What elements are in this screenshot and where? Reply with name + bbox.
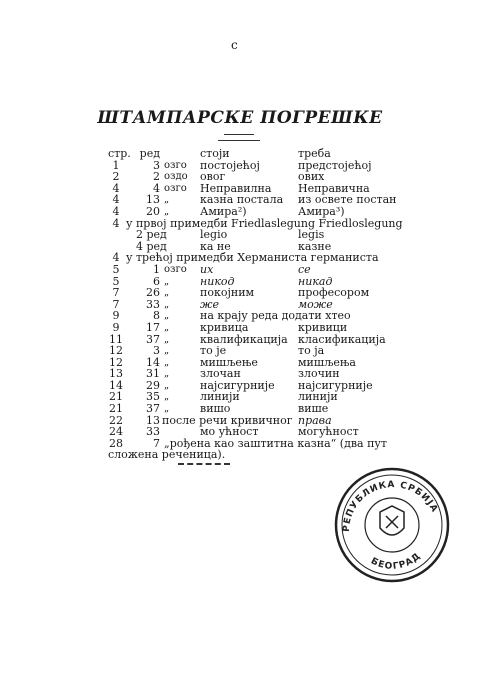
subrow-right: казне: [298, 239, 332, 253]
row-right: овиx: [298, 170, 325, 184]
row-from: „: [164, 298, 170, 310]
row-wrong: постојећој: [200, 158, 260, 172]
row-wrong: квалификација: [200, 332, 288, 346]
row-page: 4: [112, 204, 120, 218]
svg-text:БЕОГРАД: [369, 551, 423, 572]
row-line: 3: [153, 158, 160, 172]
row-page: 5: [112, 274, 120, 288]
row-line: 37: [146, 332, 160, 346]
errata-row: [108, 158, 372, 172]
row-line: 37: [146, 402, 160, 416]
row-from: озго: [164, 263, 187, 275]
row-wrong: на крају реда додати хтео: [200, 309, 351, 323]
row-page: 28: [109, 436, 123, 450]
errata-row: [108, 322, 368, 334]
row-wrong: Амира²): [200, 204, 247, 218]
row-line: 31: [146, 367, 160, 381]
subrow-wrong: legio: [200, 228, 228, 242]
subrow-wrong: ка не: [200, 239, 231, 253]
row-page: 7: [112, 297, 120, 311]
row-page: 4: [112, 193, 120, 207]
row-from: „: [164, 275, 170, 287]
row-page: 12: [109, 344, 123, 358]
row-wrong: покојним: [200, 286, 255, 300]
row-right: злочин: [298, 367, 340, 381]
row-page: 21: [109, 402, 123, 416]
row-page: 9: [112, 320, 120, 334]
errata-row: [108, 332, 386, 346]
row-line: 14: [146, 355, 160, 369]
row-right: права: [298, 413, 332, 427]
row-page: 14: [109, 378, 123, 392]
row-right: више: [298, 402, 329, 416]
row-from: „: [164, 310, 170, 322]
row-from: оздо: [164, 171, 188, 183]
note-text: у трећој примедби Херманиста германиста: [126, 251, 379, 265]
row-from: „: [164, 321, 170, 333]
row-page: 24: [109, 425, 123, 439]
errata-table: [108, 147, 403, 462]
subrow-line: 2 ред: [136, 228, 167, 242]
row-wrong: кривица: [200, 320, 249, 334]
row-right: се: [298, 262, 311, 276]
row-line: 20: [146, 204, 160, 218]
row-wrong: најсигурније: [200, 378, 275, 392]
subrow-line: 4 ред: [136, 239, 167, 253]
row-from: „: [164, 403, 170, 415]
header-right: треба: [298, 147, 331, 160]
row-page: 12: [109, 355, 123, 369]
title-rule: [224, 134, 254, 135]
row-page: 11: [109, 332, 123, 346]
row-line: 8: [153, 309, 160, 323]
row-right: класификација: [298, 332, 386, 346]
row-line: 33: [146, 297, 160, 311]
closing-rule: [178, 463, 230, 465]
row-right: никад: [298, 274, 333, 288]
row-page: 21: [109, 390, 123, 404]
errata-row: [108, 345, 368, 357]
subrow-right: legis: [298, 228, 325, 242]
row-from: озго: [164, 182, 187, 194]
note-text: у првој примедби Friedlaslegung Friedloslegung: [126, 216, 403, 230]
row-text: „рођена као заштитна казна“ (два пут: [164, 436, 387, 450]
row-right: могућност: [298, 425, 359, 439]
row-from: „: [164, 194, 170, 206]
row-line: 26: [146, 286, 160, 300]
row-wrong: мо ућност: [200, 425, 259, 439]
row-wrong: овог: [200, 170, 226, 184]
row-from: „: [164, 205, 170, 217]
row-right: професором: [298, 286, 370, 300]
errata-row: [108, 403, 368, 415]
row-page: 13: [109, 367, 123, 381]
row-page: 2: [112, 170, 120, 184]
errata-row: [108, 264, 368, 276]
row-from: „: [164, 379, 170, 391]
row-right: Неправична: [298, 181, 370, 195]
header-page: стр.: [108, 147, 131, 160]
row-right: најсигурније: [298, 378, 373, 392]
row-right: линији: [298, 390, 338, 404]
errata-header: [108, 148, 368, 160]
row-continuation: сложена реченица).: [108, 448, 226, 462]
title-rule-lower: [218, 140, 260, 141]
row-line: 2: [153, 170, 160, 184]
row-from: „: [164, 287, 170, 299]
note-page: 4: [112, 251, 120, 265]
row-line: 3: [153, 344, 160, 358]
row-wrong: их: [200, 262, 214, 276]
row-line: 6: [153, 274, 160, 288]
row-right: Амира³): [298, 204, 345, 218]
errata-continuation: [108, 449, 368, 461]
row-from: „: [164, 333, 170, 345]
row-wrong: то је: [200, 344, 227, 358]
row-line: 13: [146, 193, 160, 207]
row-page: 1: [112, 158, 120, 172]
row-from: „: [164, 345, 170, 357]
row-right: из освете постан: [298, 193, 397, 207]
row-line: 1: [153, 262, 160, 276]
row-wrong: никод: [200, 274, 235, 288]
row-page: 4: [112, 181, 120, 195]
row-page: 22: [109, 413, 123, 427]
row-wrong: мишљење: [200, 355, 258, 369]
row-line: 4: [153, 181, 160, 195]
errata-note: [108, 251, 379, 265]
stamp-text-bottom: БЕОГРАД: [369, 551, 424, 572]
row-wrong: Неправилна: [200, 181, 272, 195]
row-right: мишљења: [298, 355, 356, 369]
row-from: „: [164, 356, 170, 368]
row-page: 5: [112, 262, 120, 276]
row-wrong: же: [200, 297, 220, 311]
top-mark: c: [231, 38, 238, 52]
row-right: кривици: [298, 320, 348, 334]
row-from: „: [164, 391, 170, 403]
row-from: „: [164, 368, 170, 380]
header-wrong: стоји: [200, 147, 230, 160]
row-page: 9: [112, 309, 120, 323]
row-line: 13: [146, 413, 160, 427]
row-line: 33: [146, 425, 160, 439]
note-page: 4: [112, 216, 120, 230]
row-from: озго: [164, 159, 187, 171]
errata-row: [108, 206, 368, 218]
header-line: ред: [139, 147, 160, 160]
library-stamp: [333, 466, 451, 584]
row-right: предстојећој: [298, 158, 372, 172]
row-right: може: [298, 297, 333, 311]
row-wrong: вишо: [200, 402, 231, 416]
row-line: 7: [153, 436, 160, 450]
row-line: 17: [146, 320, 160, 334]
row-line: 29: [146, 378, 160, 392]
row-line: 35: [146, 390, 160, 404]
errata-subrow: [108, 229, 368, 241]
errata-row: [108, 287, 368, 299]
row-right: то ја: [298, 344, 325, 358]
stamp-text-top: РЕПУБЛИКА СРБИЈА: [341, 479, 440, 533]
row-wrong: линији: [200, 390, 240, 404]
row-text: после речи кривичног: [162, 413, 293, 427]
row-page: 7: [112, 286, 120, 300]
row-wrong: злочан: [200, 367, 241, 381]
row-wrong: казна постала: [200, 193, 284, 207]
page-title: ШТАМПАРСКЕ ПОГРЕШКЕ: [97, 108, 383, 128]
